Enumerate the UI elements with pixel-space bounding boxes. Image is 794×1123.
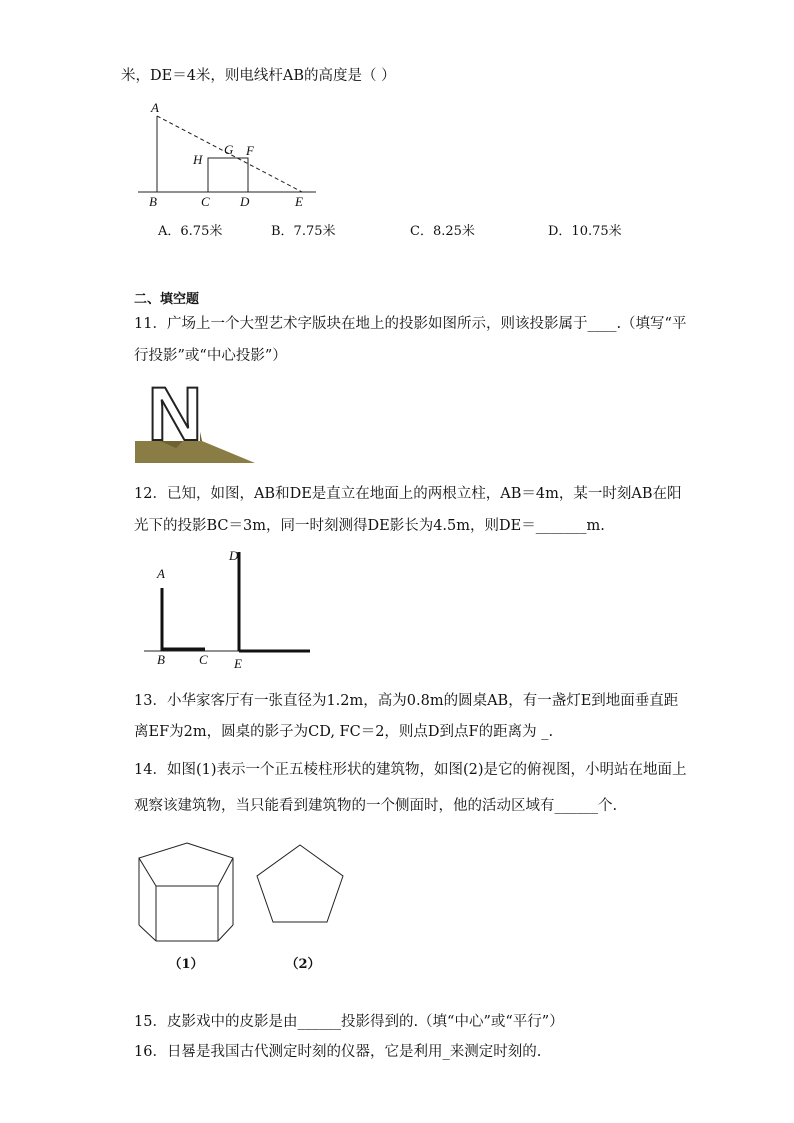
q10-label-a: A: [151, 100, 159, 115]
q10-label-h: H: [193, 152, 203, 167]
q10-option-b: B．7.75米: [271, 224, 336, 239]
q14-caption-1: （1）: [168, 957, 204, 972]
section-title: 二、填空题: [134, 292, 200, 307]
q10-option-c: C．8.25米: [410, 224, 475, 239]
q10-option-a: A．6.75米: [158, 224, 223, 239]
q13-line-1: 13．小华家客厅有一张直径为1.2m，高为0.8m的圆桌AB，有一盏灯E到地面垂直距: [134, 693, 679, 709]
q11-line-2: 行投影”或“中心投影”）: [134, 348, 287, 364]
q12-label-c: C: [199, 652, 208, 667]
q10-label-d: D: [240, 194, 250, 209]
q14-line-2: 观察该建筑物，当只能看到建筑物的一个侧面时，他的活动区域有______个.: [134, 798, 618, 814]
q10-option-d: D．10.75米: [548, 224, 622, 239]
q12-line-2: 光下的投影BC＝3m，同一时刻测得DE影长为4.5m，则DE＝_______m.: [134, 518, 605, 534]
q11-letter-n: N: [147, 372, 203, 457]
q10-label-c: C: [201, 194, 210, 209]
q16-text: 16．日晷是我国古代测定时刻的仪器，它是利用_来测定时刻的.: [134, 1044, 542, 1060]
q12-label-a: A: [157, 566, 165, 581]
q10-label-f: F: [246, 143, 254, 158]
q11-line-1: 11．广场上一个大型艺术字版块在地上的投影如图所示，则该投影属于____.（填写“平: [134, 316, 687, 332]
q12-label-d: D: [229, 548, 239, 563]
q10-label-e: E: [295, 194, 303, 209]
q12-line-1: 12．已知，如图，AB和DE是直立在地面上的两根立柱，AB＝4m，某一时刻AB在阳: [134, 486, 682, 502]
q10-text: 米，DE＝4米，则电线杆AB的高度是（ ）: [121, 68, 396, 84]
q15-text: 15．皮影戏中的皮影是由______投影得到的.（填“中心”或“平行”）: [134, 1014, 564, 1030]
q14-line-1: 14．如图(1)表示一个正五棱柱形状的建筑物，如图(2)是它的俯视图，小明站在地面上: [134, 762, 687, 778]
q14-caption-2: （2）: [285, 957, 321, 972]
q10-label-g: G: [224, 142, 234, 157]
q13-line-2: 离EF为2m，圆桌的影子为CD, FC＝2，则点D到点F的距离为 _.: [134, 724, 554, 740]
q10-label-b: B: [149, 194, 157, 209]
q12-label-e: E: [234, 656, 242, 671]
q12-label-b: B: [157, 652, 165, 667]
